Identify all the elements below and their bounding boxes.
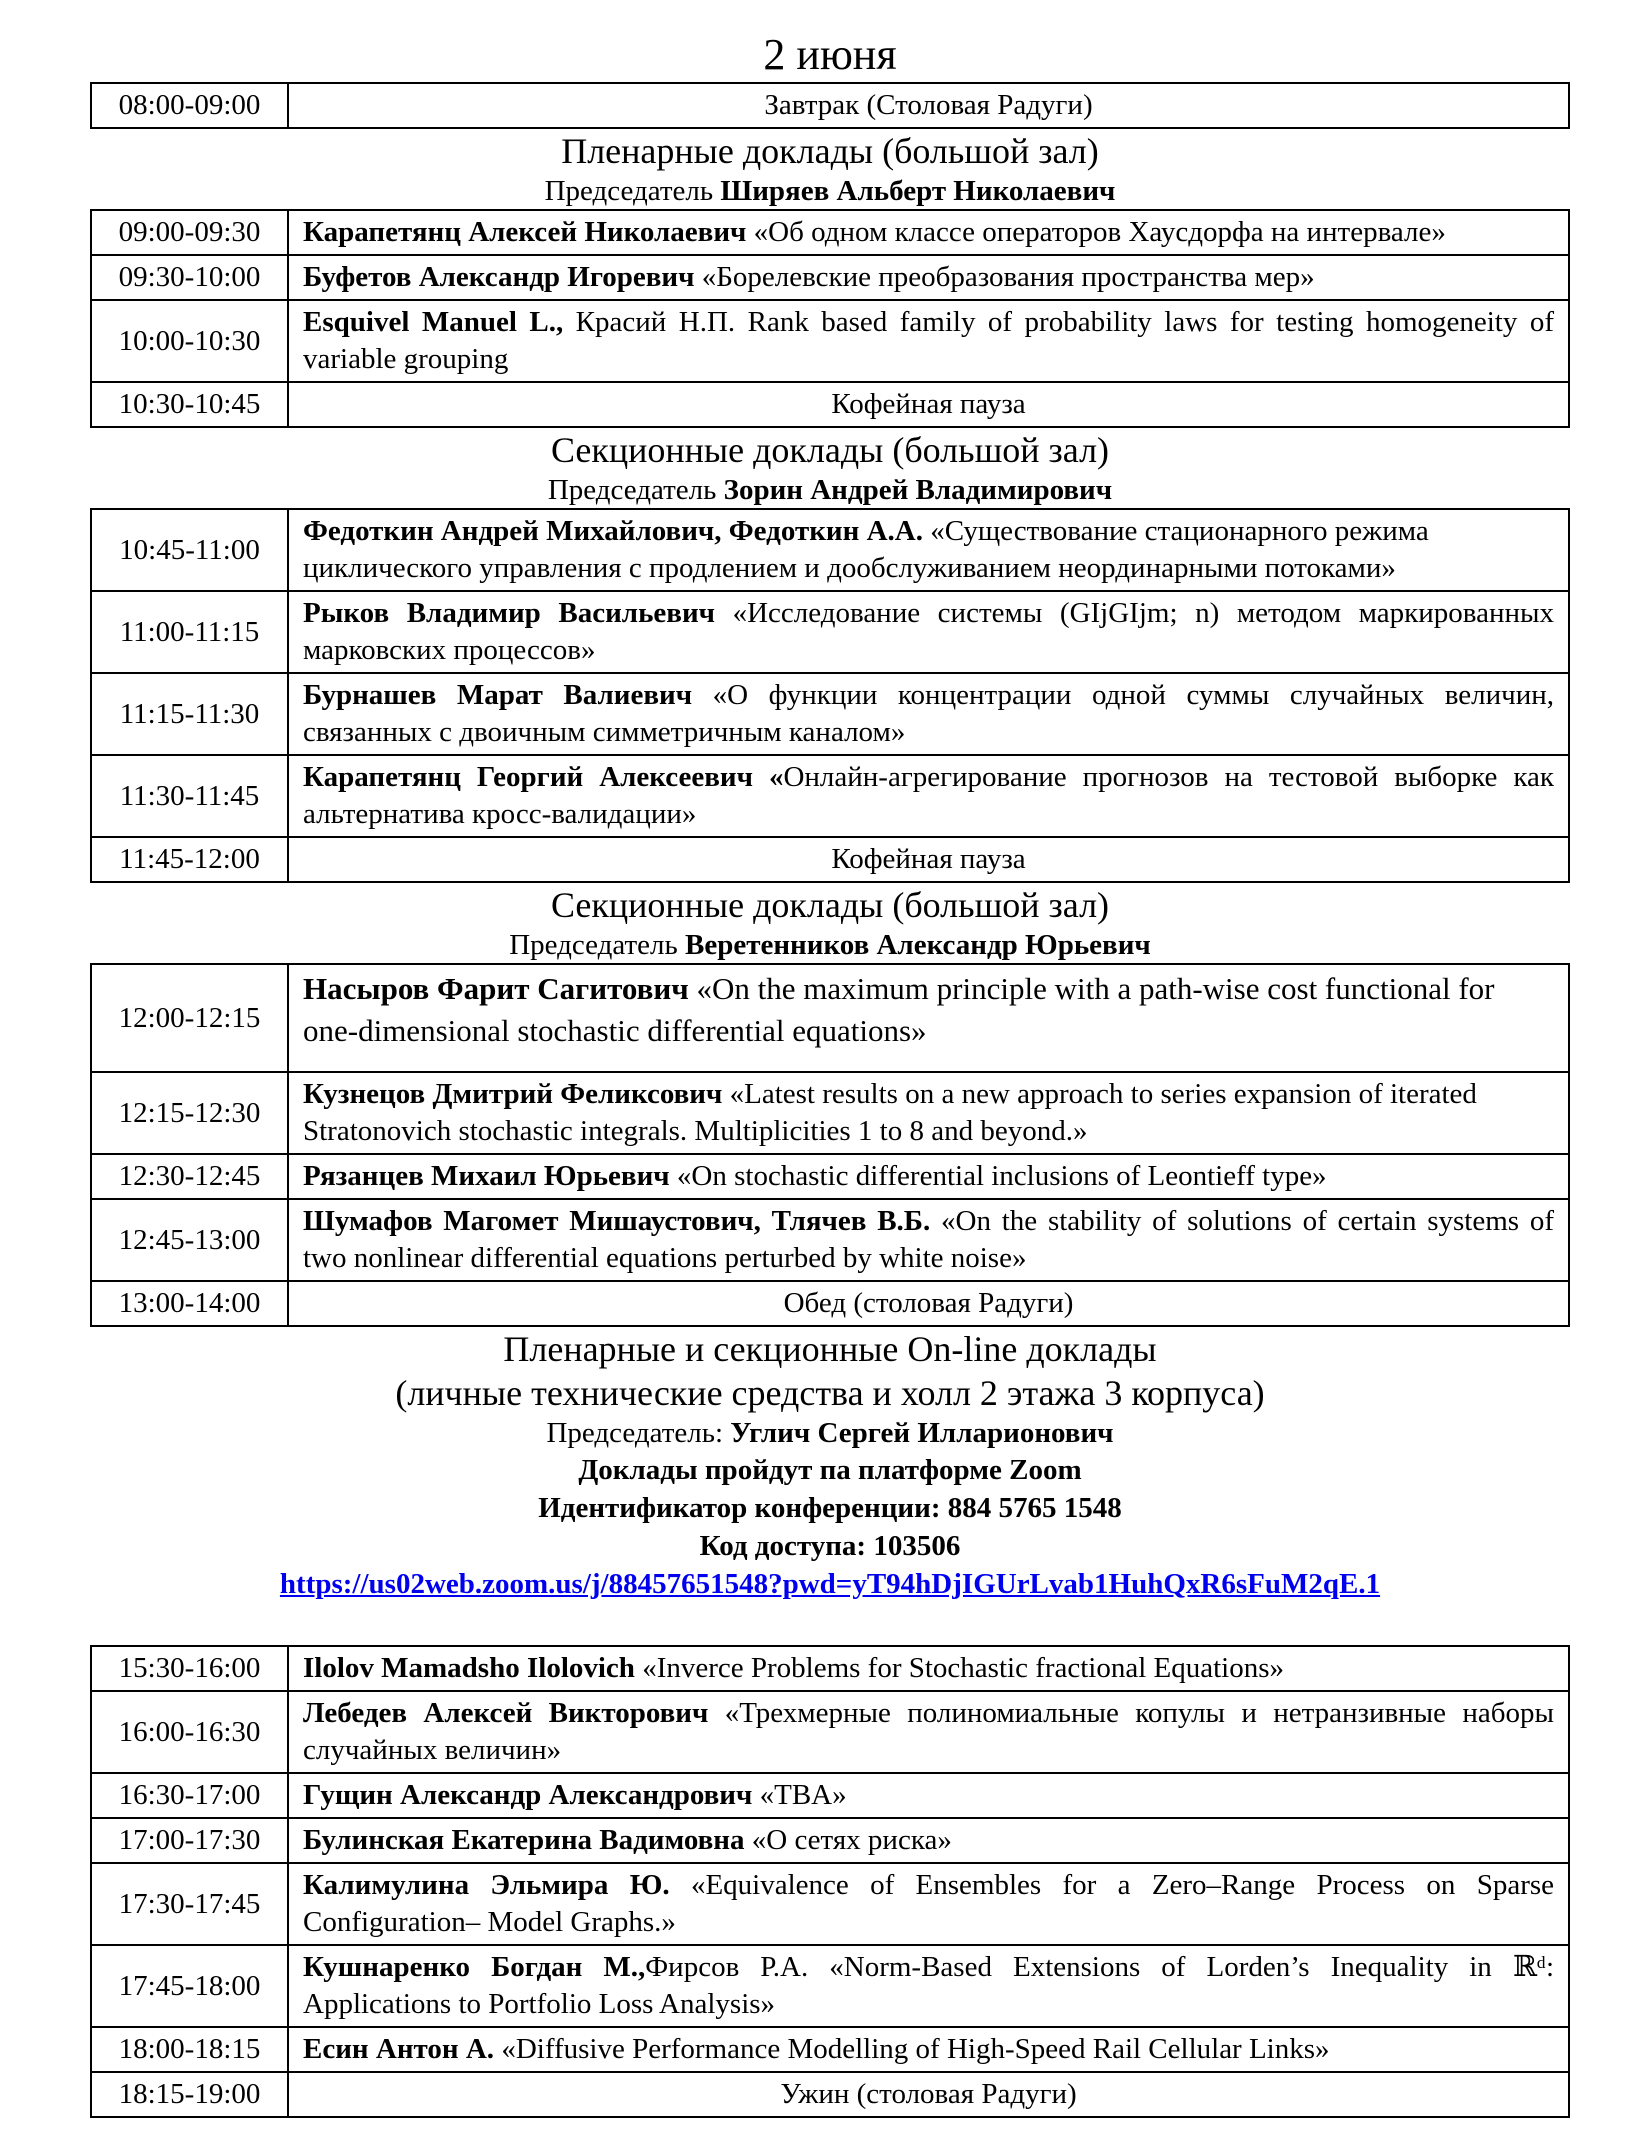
author: Ilolov Mamadsho Ilolovich (303, 1652, 635, 1684)
talk-cell (288, 755, 1569, 837)
time-cell: 11:15-11:30 (91, 673, 288, 755)
table-row (91, 1818, 1569, 1863)
author: Булинская Екатерина Вадимовна (303, 1824, 745, 1856)
zoom-link[interactable]: https://us02web.zoom.us/j/88457651548?pwd=yT94hDjIGUrLvab1HuhQxR6sFuM2qE.1 (279, 1568, 1381, 1600)
talk-cell (288, 1072, 1569, 1154)
author: Кушнаренко Богдан М., (303, 1951, 646, 1983)
chair-prefix: Председатель (547, 474, 724, 506)
time-cell: 10:30-10:45 (91, 382, 288, 427)
author: Карапетянц Георгий Алексеевич « (303, 761, 784, 793)
talk-cell (288, 210, 1569, 255)
table-row (91, 300, 1569, 382)
block1-table (90, 209, 1570, 428)
author: Рязанцев Михаил Юрьевич (303, 1160, 670, 1192)
table-row (91, 1072, 1569, 1154)
talk-cell (288, 509, 1569, 591)
access-code: Код доступа: 103506 (699, 1530, 961, 1562)
section-title: Пленарные доклады (большой зал) (561, 131, 1099, 171)
table-row (91, 1154, 1569, 1199)
table-row (91, 1863, 1569, 1945)
section-title: Пленарные и секционные On-line доклады (503, 1329, 1157, 1369)
break-cell: Кофейная пауза (288, 382, 1569, 427)
table-row (91, 673, 1569, 755)
chair-prefix: Председатель: (546, 1417, 731, 1449)
talk-cell (288, 1199, 1569, 1281)
break-cell: Ужин (столовая Радуги) (288, 2072, 1569, 2117)
time-cell: 18:15-19:00 (91, 2072, 288, 2117)
time-cell: 09:30-10:00 (91, 255, 288, 300)
table-row (91, 1691, 1569, 1773)
time-cell: 10:45-11:00 (91, 509, 288, 591)
block2-table (90, 508, 1570, 883)
talk-title: «О сетях риска» (744, 1824, 952, 1856)
author: Буфетов Александр Игоревич (303, 261, 695, 293)
time-cell: 11:45-12:00 (91, 837, 288, 882)
time-cell: 08:00-09:00 (91, 83, 288, 128)
talk-title: «On the maximum principle with a path-wise cost functional for one-dimensional stochastic differential equations» (303, 971, 1495, 1048)
talk-title: «Inverce Problems for Stochastic fractional Equations» (634, 1652, 1285, 1684)
block3-table (90, 963, 1570, 1327)
talk-title: «Об одном классе операторов Хаусдорфа на интервале» (746, 216, 1446, 248)
talk-cell (288, 964, 1569, 1072)
time-cell: 17:30-17:45 (91, 1863, 288, 1945)
talk-title: Фирсов Р.А. «Norm-Based Extensions of Lorden’s Inequality in ℝᵈ: Applications to Portfolio Loss Analysis» (303, 1951, 1555, 2020)
talk-title: «Борелевские преобразования пространства мер» (694, 261, 1315, 293)
conference-id: Идентификатор конференции: 884 5765 1548 (538, 1492, 1122, 1524)
author: Бурнашев Марат Валиевич (303, 679, 693, 711)
table-row (91, 1773, 1569, 1818)
talk-cell (288, 1154, 1569, 1199)
talk-cell (288, 591, 1569, 673)
section-title: Секционные доклады (большой зал) (550, 885, 1110, 925)
talk-title: «Трехмерные полиномиальные копулы и нетранзивные наборы случайных величин» (303, 1697, 1554, 1766)
chair-line (90, 1415, 1570, 1451)
break-cell: Кофейная пауза (288, 837, 1569, 882)
time-cell: 11:30-11:45 (91, 755, 288, 837)
talk-title: «On stochastic differential inclusions of Leontieff type» (669, 1160, 1327, 1192)
table-row (91, 1945, 1569, 2027)
author: Рыков Владимир Васильевич (303, 597, 716, 629)
author: Федоткин Андрей Михайлович, Федоткин А.А. (303, 515, 923, 547)
author: Esquivel Manuel L., (303, 306, 564, 338)
table-row (91, 2027, 1569, 2072)
author: Шумафов Магомет Мишаустович, Тлячев В.Б. (303, 1205, 931, 1237)
table-row (91, 255, 1569, 300)
schedule-page (90, 0, 1570, 2118)
talk-title: «On the stability of solutions of certain systems of two nonlinear differential equations perturbed by white noise» (303, 1205, 1555, 1274)
block4-table (90, 1645, 1570, 2118)
chair-prefix: Председатель (509, 929, 686, 961)
break-cell: Обед (столовая Радуги) (288, 1281, 1569, 1326)
table-row (91, 382, 1569, 427)
table-row (91, 1646, 1569, 1691)
time-cell: 16:00-16:30 (91, 1691, 288, 1773)
time-cell: 11:00-11:15 (91, 591, 288, 673)
talk-cell (288, 1945, 1569, 2027)
talk-title: Онлайн-агрегирование прогнозов на тестовой выборке как альтернатива кросс-валидации» (303, 761, 1554, 830)
author: Насыров Фарит Сагитович (303, 971, 689, 1006)
table-row (91, 591, 1569, 673)
talk-cell (288, 300, 1569, 382)
time-cell: 12:30-12:45 (91, 1154, 288, 1199)
talk-cell (288, 1646, 1569, 1691)
talk-title: «Исследование системы (GIjGIjm; n) методом маркированных марковских процессов» (303, 597, 1554, 666)
time-cell: 17:45-18:00 (91, 1945, 288, 2027)
section-title: Секционные доклады (большой зал) (550, 430, 1110, 470)
table-row (91, 1281, 1569, 1326)
talk-cell (288, 1863, 1569, 1945)
time-cell: 12:00-12:15 (91, 964, 288, 1072)
table-row (91, 210, 1569, 255)
time-cell: 10:00-10:30 (91, 300, 288, 382)
table-row (91, 2072, 1569, 2117)
talk-cell (288, 1691, 1569, 1773)
day-title: 2 июня (763, 30, 897, 79)
talk-title: «Diffusive Performance Modelling of High-Speed Rail Cellular Links» (494, 2033, 1330, 2065)
time-cell: 09:00-09:30 (91, 210, 288, 255)
author: Калимулина Эльмира Ю. (303, 1869, 670, 1901)
chair-name: Углич Сергей Илларионович (730, 1417, 1114, 1449)
chair-name: Веретенников Александр Юрьевич (685, 929, 1151, 961)
talk-cell (288, 1818, 1569, 1863)
section-subtitle: (личные технические средства и холл 2 этажа 3 корпуса) (395, 1373, 1265, 1413)
time-cell: 12:15-12:30 (91, 1072, 288, 1154)
chair-name: Ширяев Альберт Николаевич (720, 175, 1116, 207)
time-cell: 13:00-14:00 (91, 1281, 288, 1326)
table-row (91, 755, 1569, 837)
chair-line (90, 173, 1570, 209)
talk-cell (288, 255, 1569, 300)
time-cell: 16:30-17:00 (91, 1773, 288, 1818)
author: Гущин Александр Александрович (303, 1779, 753, 1811)
talk-title: «Latest results on a new approach to series expansion of iterated Stratonovich stochastic integrals. Multiplicities 1 to 8 and beyond.» (303, 1078, 1477, 1147)
chair-name: Зорин Андрей Владимирович (723, 474, 1113, 506)
talk-title: «Существование стационарного режима циклического управления с продлением и дообслуживанием неординарными потоками» (303, 515, 1429, 584)
breakfast-table (90, 82, 1570, 129)
chair-prefix: Председатель (544, 175, 721, 207)
table-row (91, 964, 1569, 1072)
talk-title: «Equivalence of Ensembles for a Zero–Range Process on Sparse Configuration– Model Graphs.» (303, 1869, 1555, 1938)
event-cell: Завтрак (Столовая Радуги) (288, 83, 1569, 128)
talk-title: «TBA» (752, 1779, 847, 1811)
talk-title: «О функции концентрации одной суммы случайных величин, связанных с двоичным симметричным каналом» (303, 679, 1554, 748)
author: Карапетянц Алексей Николаевич (303, 216, 747, 248)
time-cell: 15:30-16:00 (91, 1646, 288, 1691)
time-cell: 17:00-17:30 (91, 1818, 288, 1863)
talk-cell (288, 1773, 1569, 1818)
talk-title: Красий Н.П. Rank based family of probability laws for testing homogeneity of variable grouping (303, 306, 1554, 375)
time-cell: 18:00-18:15 (91, 2027, 288, 2072)
table-row (91, 83, 1569, 128)
chair-line (90, 472, 1570, 508)
platform-note: Доклады пройдут па платформе Zoom (578, 1454, 1082, 1486)
chair-line (90, 927, 1570, 963)
author: Кузнецов Дмитрий Феликсович (303, 1078, 723, 1110)
author: Лебедев Алексей Викторович (303, 1697, 709, 1729)
table-row (91, 1199, 1569, 1281)
time-cell: 12:45-13:00 (91, 1199, 288, 1281)
table-row (91, 509, 1569, 591)
talk-cell (288, 2027, 1569, 2072)
table-row (91, 837, 1569, 882)
author: Есин Антон А. (303, 2033, 495, 2065)
talk-cell (288, 673, 1569, 755)
